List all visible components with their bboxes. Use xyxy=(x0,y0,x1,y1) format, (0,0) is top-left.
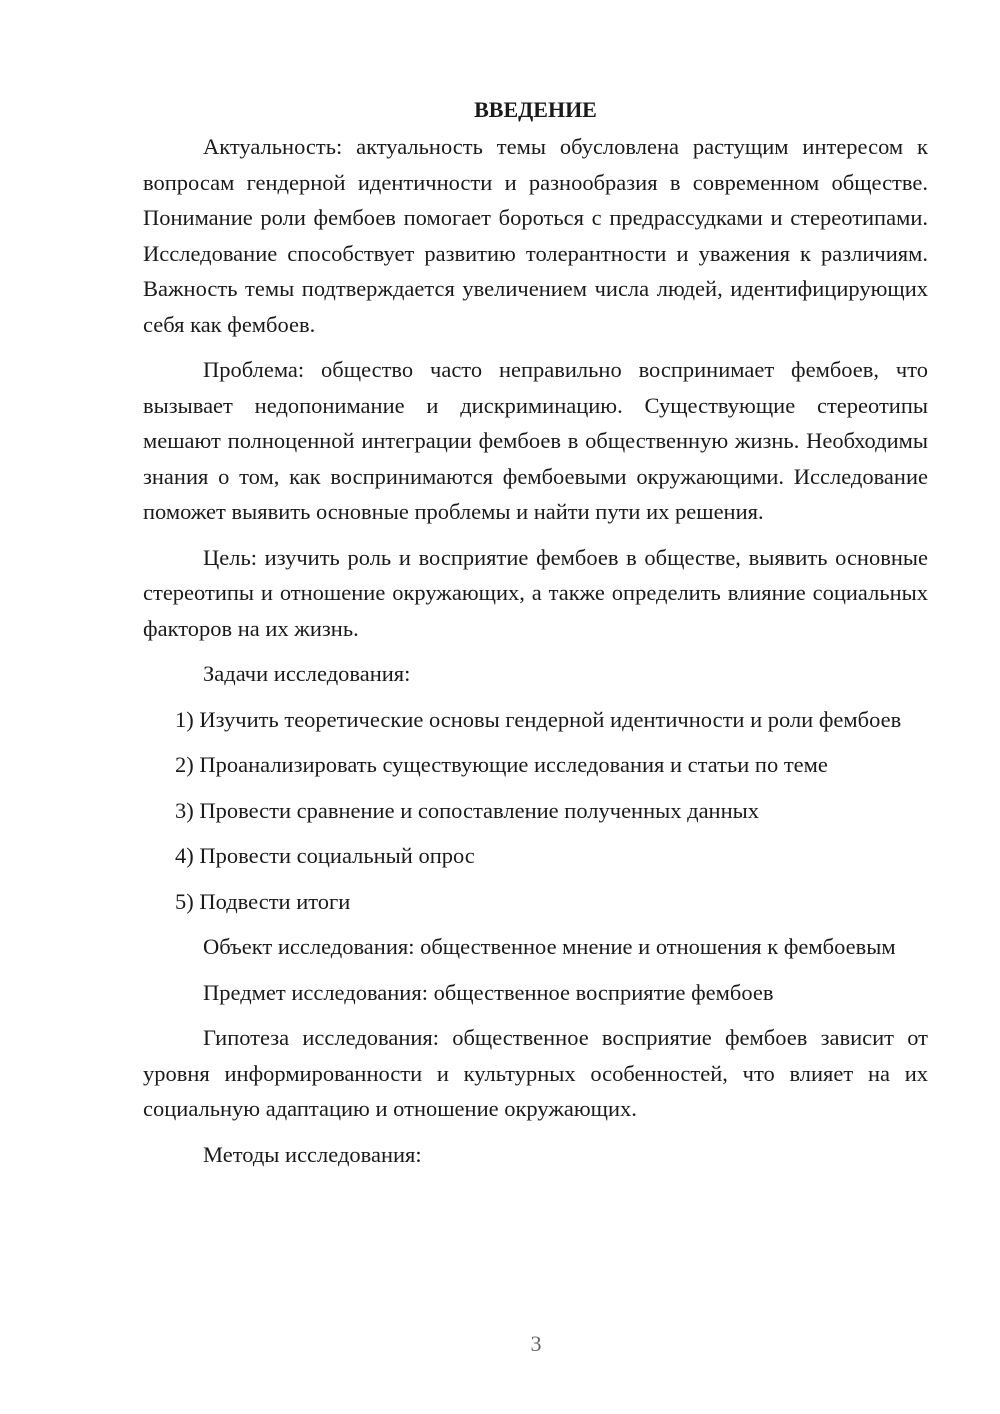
subject-paragraph: Предмет исследования: общественное восприятие фембоев xyxy=(203,979,774,1005)
page-number: 3 xyxy=(530,1331,542,1356)
task-item-5: 5) Подвести итоги xyxy=(175,888,351,914)
document-page xyxy=(143,92,928,1172)
task-item-1: 1) Изучить теоретические основы гендерной идентичности и роли фембоев xyxy=(175,706,902,732)
section-title: ВВЕДЕНИЕ xyxy=(474,97,597,122)
hypothesis-paragraph: Гипотеза исследования: общественное восприятие фембоев зависит от уровня информированности и культурных особенностей, что влияет на их социальную адаптацию и отношение окружающих. xyxy=(143,1025,928,1121)
task-item-4: 4) Провести социальный опрос xyxy=(175,843,475,868)
relevance-paragraph: Актуальность: актуальность темы обусловлена растущим интересом к вопросам гендерной идентичности и разнообразия в современном обществе. Понимание роли фембоев помогает бороться с предрассудками и стереотипами. Исследование способствует развитию толерантности и уважения к различиям. Важность темы подтверждается увеличением числа людей, идентифицирующих себя как фембоев. xyxy=(143,134,928,337)
task-item-2: 2) Проанализировать существующие исследования и статьи по теме xyxy=(175,752,828,777)
task-item-3: 3) Провести сравнение и сопоставление полученных данных xyxy=(175,797,760,823)
object-paragraph: Объект исследования: общественное мнение и отношения к фембоевым xyxy=(203,934,896,959)
goal-paragraph: Цель: изучить роль и восприятие фембоев в обществе, выявить основные стереотипы и отношение окружающих, а также определить влияние социальных факторов на их жизнь. xyxy=(143,544,928,641)
methods-heading: Методы исследования: xyxy=(203,1141,422,1167)
problem-paragraph: Проблема: общество часто неправильно воспринимает фембоев, что вызывает недопонимание и дискриминацию. Существующие стереотипы мешают полноценной интеграции фембоев в общественную жизнь. Необходимы знания о том, как воспринимаются фембоевыми окружающими. Исследование поможет выявить основные проблемы и найти пути их решения. xyxy=(143,357,928,524)
tasks-heading: Задачи исследования: xyxy=(203,661,411,686)
